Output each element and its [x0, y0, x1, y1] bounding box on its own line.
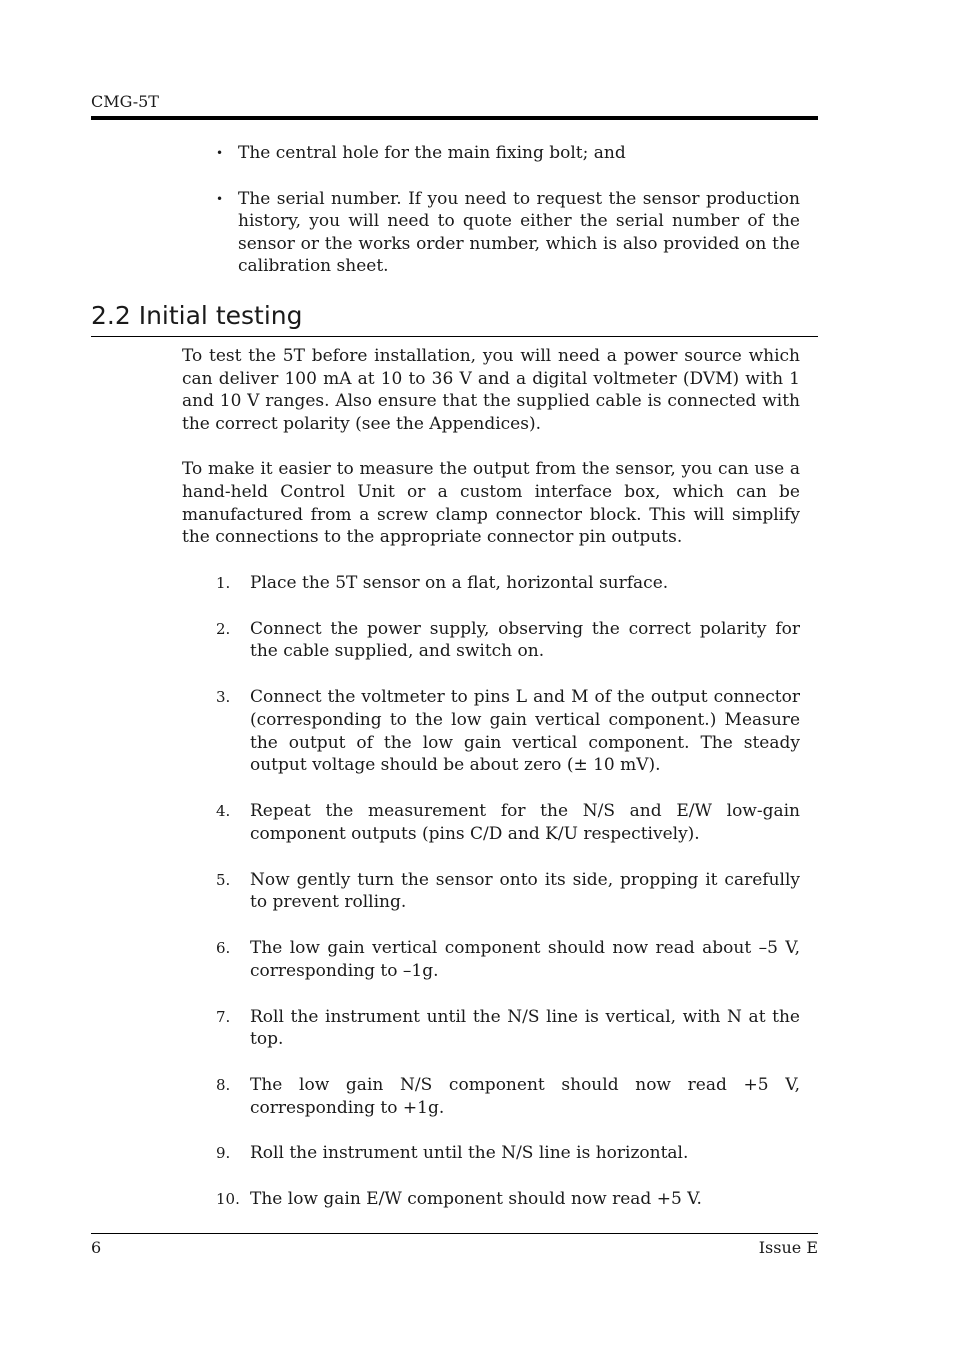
step-text: Roll the instrument until the N/S line is horizontal. — [250, 1143, 689, 1164]
list-item — [216, 800, 800, 845]
step-number: 1. — [216, 574, 231, 592]
paragraph: To test the 5T before installation, you will need a power source which can deliver 100 mA at 10 to 36 V and a digital voltmeter (DVM) with 1 and 10 V ranges. Also ensure that the supplied cable is connected with the correct polarity (see the Appendices). — [182, 346, 800, 434]
footer-rule — [91, 1233, 818, 1234]
test-steps-list — [216, 572, 800, 1234]
step-text: The low gain N/S component should now read +5 V, corresponding to +1g. — [250, 1074, 800, 1118]
step-number: 2. — [216, 619, 231, 638]
step-text: Place the 5T sensor on a flat, horizontal surface. — [250, 573, 669, 593]
section-title: 2.2 Initial testing — [91, 301, 303, 330]
step-number: 6. — [216, 939, 231, 958]
step-number: 8. — [216, 1075, 231, 1094]
step-number: 4. — [216, 802, 231, 821]
step-number: 10. — [216, 1190, 240, 1209]
step-text: Repeat the measurement for the N/S and E/W low-gain component outputs (pins C/D and K/U respectively). — [250, 801, 800, 844]
issue-label: Issue E — [758, 1238, 818, 1257]
list-item — [216, 1142, 800, 1165]
step-text: Roll the instrument until the N/S line is vertical, with N at the top. — [250, 1006, 800, 1050]
step-number: 5. — [216, 870, 231, 889]
step-text: The low gain E/W component should now read +5 V. — [250, 1189, 702, 1210]
bullet-item: • The central hole for the main fixing bolt; and — [216, 142, 800, 165]
list-item — [216, 572, 800, 595]
step-text: The low gain vertical component should now read about –5 V, corresponding to –1g. — [250, 938, 800, 981]
page-number: 6 — [91, 1238, 102, 1257]
list-item — [216, 686, 800, 776]
step-text: Connect the power supply, observing the correct polarity for the cable supplied, and switch on. — [250, 618, 800, 662]
list-item — [216, 1074, 800, 1119]
bullet-list — [216, 142, 800, 301]
section-rule — [91, 336, 818, 337]
step-text: Connect the voltmeter to pins L and M of the output connector (corresponding to the low gain vertical component.) Measure the output of the low gain vertical component. The steady output voltage should be about zero (± 10 mV). — [250, 687, 800, 776]
bullet-item: • The serial number. If you need to request the sensor production history, you will need to quote either the serial number of the sensor or the works order number, which is also provided on the calibration sheet. — [216, 188, 800, 278]
body-text — [182, 345, 800, 572]
list-item — [216, 618, 800, 663]
list-item — [216, 869, 800, 914]
paragraph: To make it easier to measure the output from the sensor, you can use a hand-held Control Unit or a custom interface box, which can be manufactured from a screw clamp connector block. This will simplify the connections to the appropriate connector pin outputs. — [182, 459, 800, 548]
header-rule — [91, 116, 818, 120]
list-item — [216, 1188, 800, 1211]
running-header: CMG-5T — [91, 92, 159, 111]
list-item — [216, 1006, 800, 1051]
list-item — [216, 937, 800, 982]
step-number: 7. — [216, 1007, 231, 1026]
step-number: 9. — [216, 1144, 231, 1163]
step-text: Now gently turn the sensor onto its side, propping it carefully to prevent rolling. — [250, 869, 800, 913]
step-number: 3. — [216, 688, 231, 707]
